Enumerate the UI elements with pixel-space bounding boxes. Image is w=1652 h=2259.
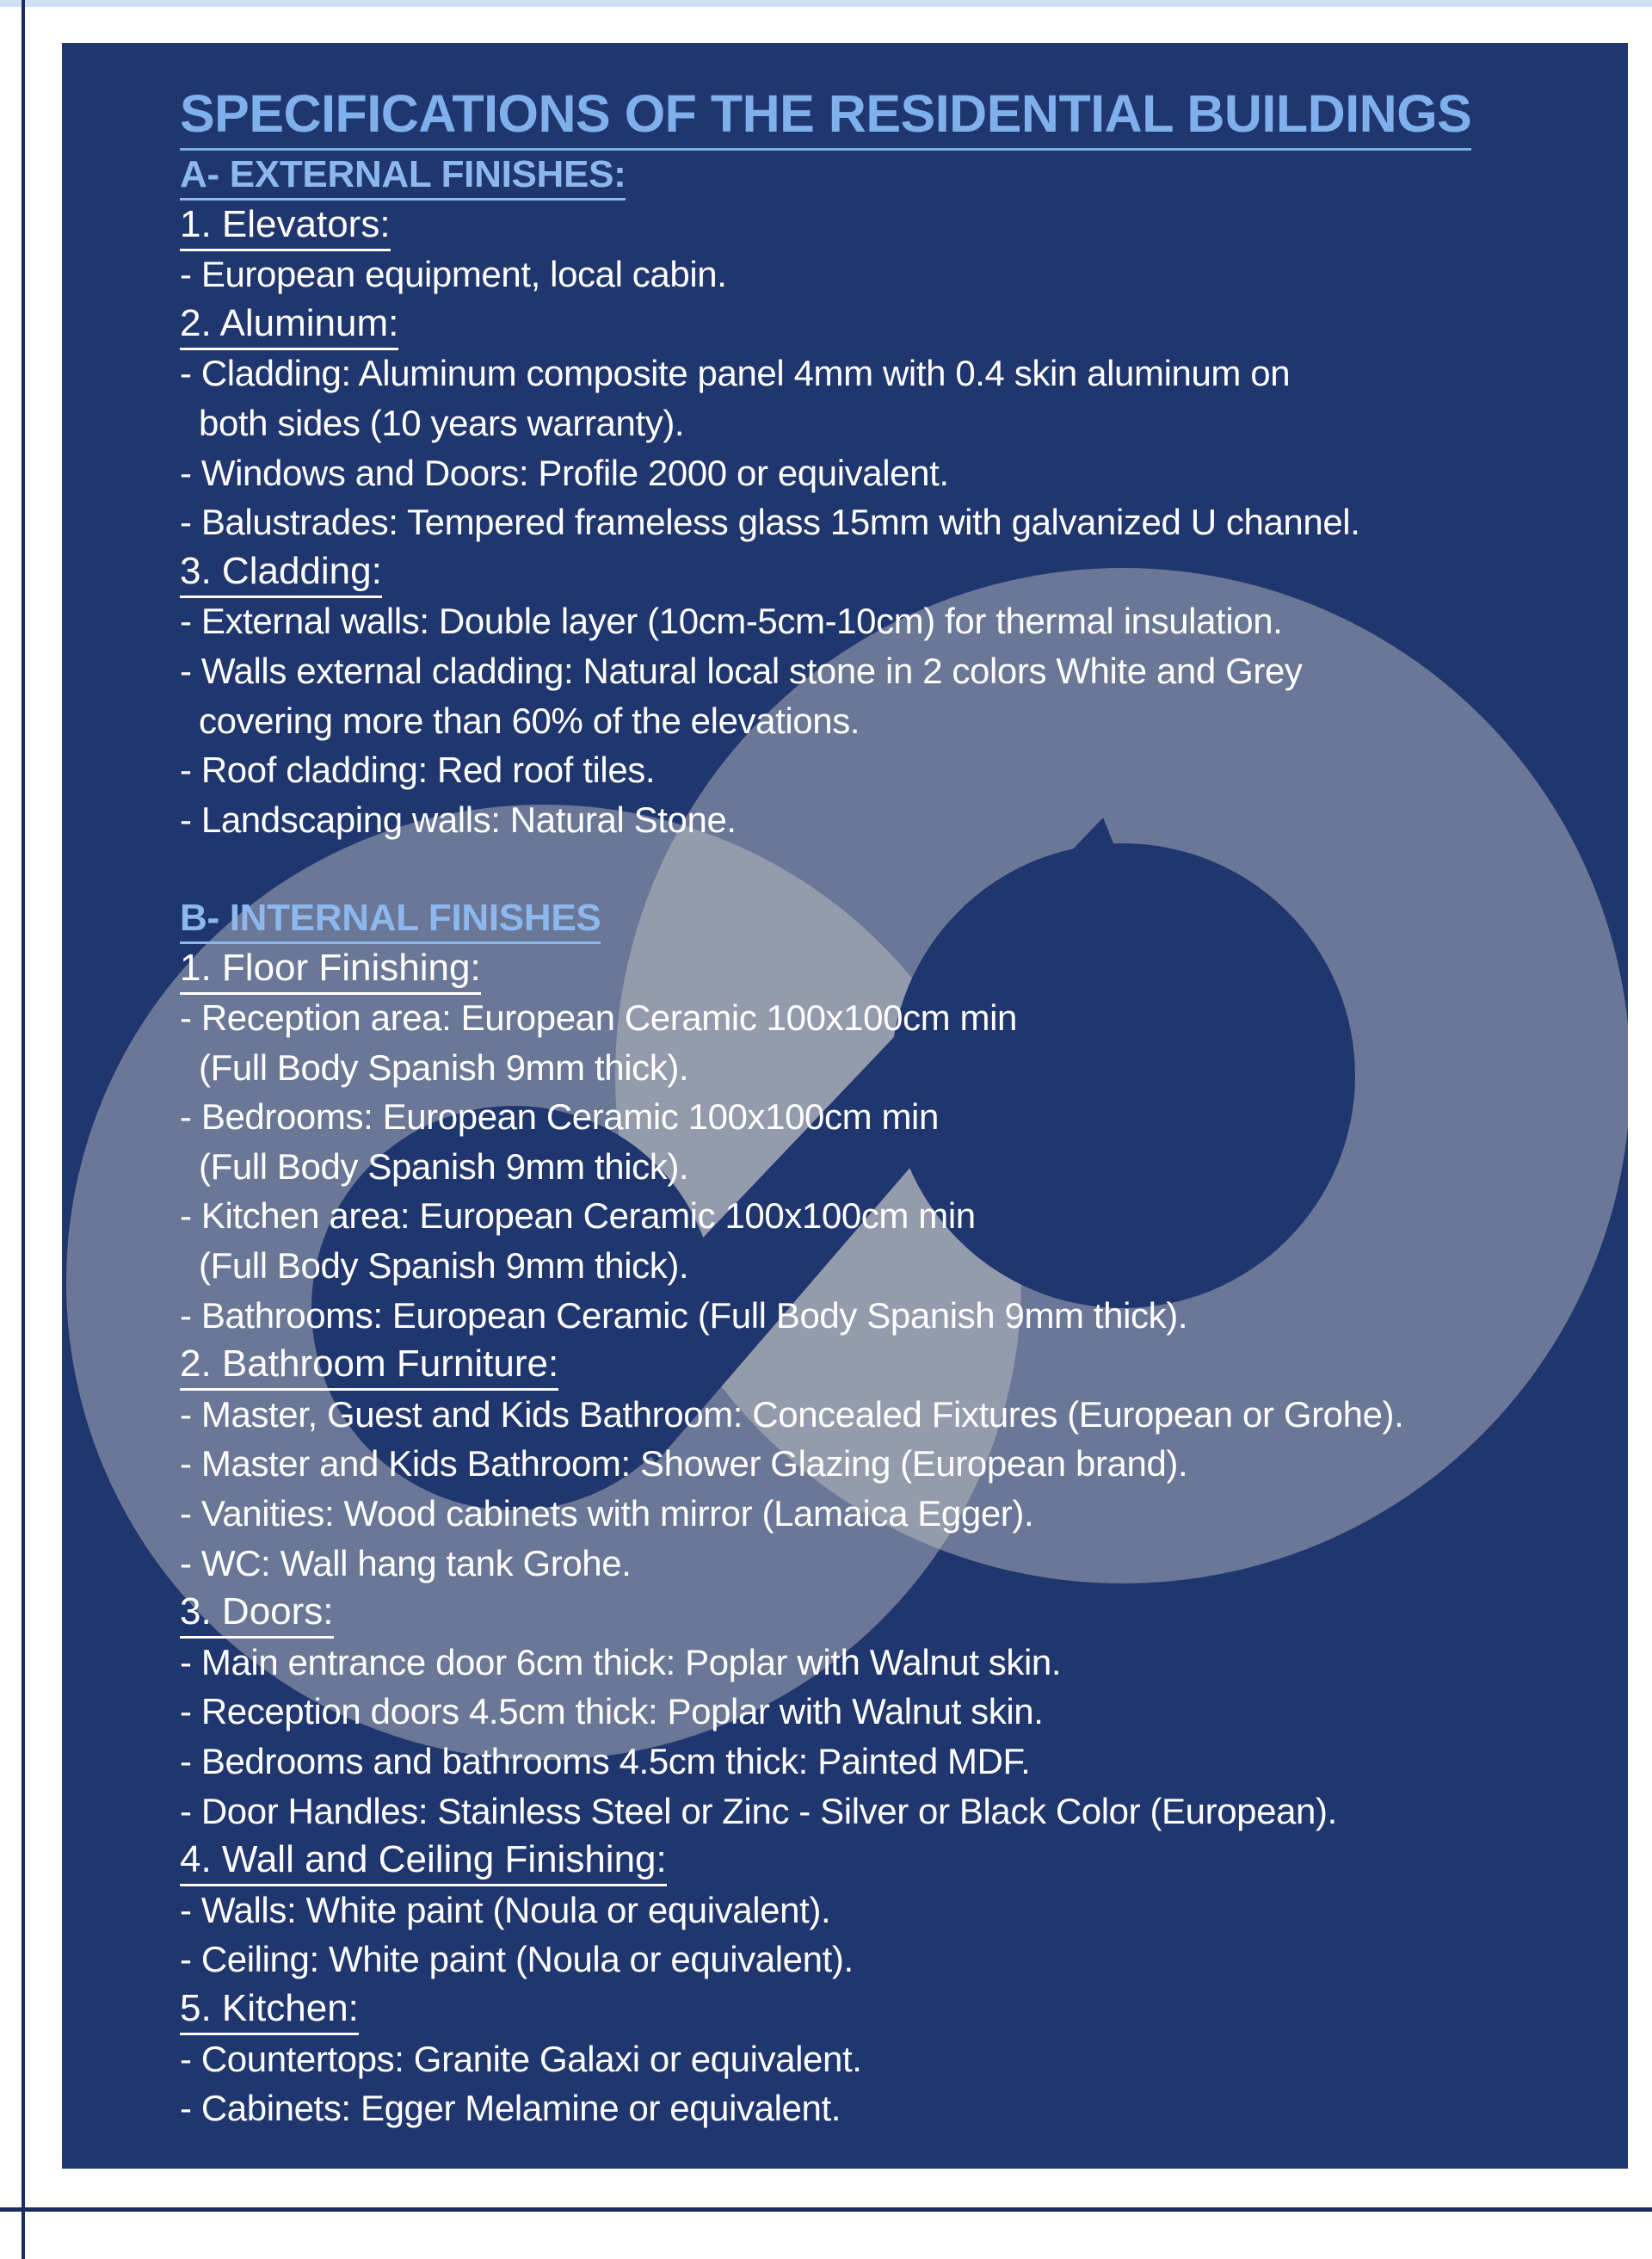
spec-line: - Kitchen area: European Ceramic 100x100cm min	[180, 1195, 976, 1237]
spec-line: - Landscaping walls: Natural Stone.	[180, 799, 737, 840]
subsection-heading-row	[180, 1588, 1608, 1638]
spec-line: - Bedrooms and bathrooms 4.5cm thick: Painted MDF.	[180, 1741, 1031, 1781]
spec-line-continuation: covering more than 60% of the elevations.	[199, 700, 860, 741]
spec-line: - Balustrades: Tempered frameless glass 15mm with galvanized U channel.	[180, 502, 1360, 543]
spec-line: - External walls: Double layer (10cm-5cm-10cm) for thermal insulation.	[180, 601, 1283, 642]
spec-line: - Master and Kids Bathroom: Shower Glazing (European brand).	[180, 1443, 1188, 1484]
subsection-heading-row	[180, 299, 1608, 349]
spec-line: - Roof cladding: Red roof tiles.	[180, 750, 656, 791]
spec-line: - Vanities: Wood cabinets with mirror (Lamaica Egger).	[180, 1493, 1034, 1534]
subsection-heading-row	[180, 1984, 1608, 2034]
bottom-border-line	[0, 2207, 1652, 2212]
document-title-row	[180, 79, 1608, 151]
spec-line: - WC: Wall hang tank Grohe.	[180, 1542, 632, 1583]
spec-line-continuation: (Full Body Spanish 9mm thick).	[199, 1145, 689, 1187]
spec-line: - Countertops: Granite Galaxi or equivalent.	[180, 2038, 862, 2079]
spec-line: - Bedrooms: European Ceramic 100x100cm min	[180, 1096, 939, 1138]
spec-line: - Reception area: European Ceramic 100x100cm min	[180, 997, 1017, 1039]
spec-line: - Reception doors 4.5cm thick: Poplar with Walnut skin.	[180, 1691, 1044, 1732]
section-b-heading-row	[180, 894, 1608, 944]
spec-line: - Walls: White paint (Noula or equivalent).	[180, 1889, 831, 1930]
subsection-heading-wall-ceiling-finishing: 4. Wall and Ceiling Finishing:	[180, 1836, 667, 1886]
section-heading-internal-finishes: B- INTERNAL FINISHES	[180, 894, 601, 944]
subsection-heading-row	[180, 547, 1608, 597]
document-title: SPECIFICATIONS OF THE RESIDENTIAL BUILDINGS	[180, 79, 1471, 151]
spec-line-continuation: (Full Body Spanish 9mm thick).	[199, 1245, 689, 1287]
spec-line: - Bathrooms: European Ceramic (Full Body Spanish 9mm thick).	[180, 1294, 1188, 1336]
section-heading-external-finishes: A- EXTERNAL FINISHES:	[180, 151, 626, 201]
subsection-heading-floor-finishing: 1. Floor Finishing:	[180, 944, 481, 995]
spec-line: - Master, Guest and Kids Bathroom: Concealed Fixtures (European or Grohe).	[180, 1393, 1404, 1435]
spec-line: - Walls external cladding: Natural local stone in 2 colors White and Grey	[180, 650, 1303, 691]
spec-line: - European equipment, local cabin.	[180, 254, 727, 295]
specifications-panel	[62, 43, 1628, 2169]
spec-line: - Door Handles: Stainless Steel or Zinc - Silver or Black Color (European).	[180, 1790, 1337, 1831]
spec-line: - Cladding: Aluminum composite panel 4mm with 0.4 skin aluminum on	[180, 353, 1291, 394]
subsection-heading-doors: 3. Doors:	[180, 1588, 334, 1639]
spec-line: - Ceiling: White paint (Noula or equivalent).	[180, 1939, 854, 1980]
subsection-heading-row	[180, 201, 1608, 250]
section-a-heading-row	[180, 151, 1608, 201]
subsection-heading-row	[180, 944, 1608, 994]
subsection-heading-kitchen: 5. Kitchen:	[180, 1984, 359, 2035]
subsection-heading-row	[180, 1340, 1608, 1390]
subsection-heading-elevators: 1. Elevators:	[180, 201, 391, 251]
subsection-heading-bathroom-furniture: 2. Bathroom Furniture:	[180, 1340, 558, 1391]
spec-line-continuation: both sides (10 years warranty).	[199, 402, 685, 443]
specifications-content	[180, 79, 1608, 2133]
subsection-heading-row	[180, 1836, 1608, 1886]
subsection-heading-aluminum: 2. Aluminum:	[180, 299, 398, 350]
section-spacer	[180, 844, 1608, 894]
spec-line: - Cabinets: Egger Melamine or equivalent.	[180, 2088, 841, 2129]
spec-line-continuation: (Full Body Spanish 9mm thick).	[199, 1046, 689, 1088]
spec-line: - Main entrance door 6cm thick: Poplar with Walnut skin.	[180, 1641, 1062, 1682]
left-border-line	[22, 0, 25, 2259]
top-border-line	[0, 0, 1652, 7]
subsection-heading-cladding: 3. Cladding:	[180, 547, 382, 598]
spec-line: - Windows and Doors: Profile 2000 or equivalent.	[180, 452, 949, 493]
